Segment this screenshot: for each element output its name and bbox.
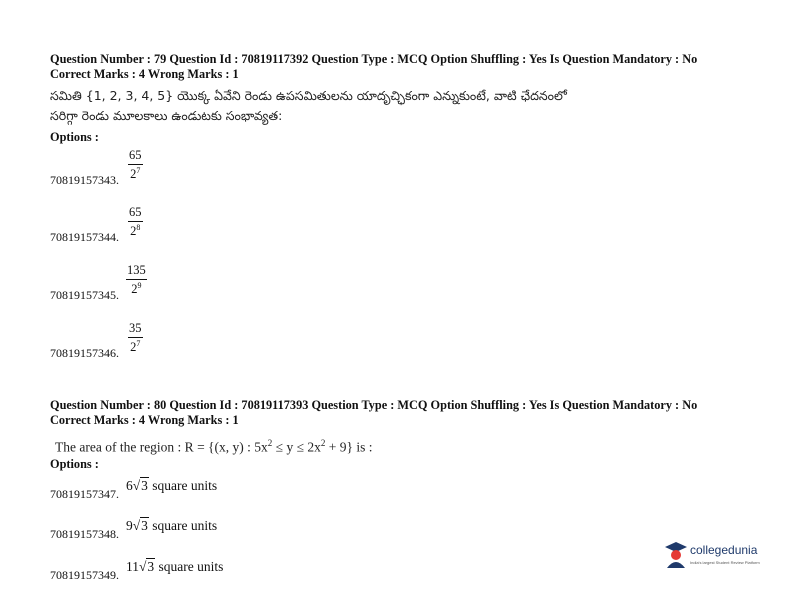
option-id: 70819157346. <box>50 346 119 360</box>
fraction-numerator: 65 <box>128 148 143 165</box>
question-79-header <box>50 52 750 82</box>
option-answer: 6√3 square units <box>126 478 218 493</box>
option-id: 70819157349. <box>50 568 119 582</box>
option-fraction <box>126 263 147 297</box>
option-fraction <box>128 148 143 182</box>
option-id: 70819157347. <box>50 487 119 501</box>
question-79-options-label: Options : <box>50 130 99 144</box>
question-80-text: The area of the region : R = {(x, y) : $5x^2 \le y \le 2x^2 + 9$} is : <box>55 438 373 455</box>
question-79-text-line1: సమితి {1, 2, 3, 4, 5} యొక్క ఏవేని రెండు ఉపసమితులను యాదృచ్ఛికంగా ఎన్నుకుంటే, వాటి ఛేదనంలో <box>50 88 567 103</box>
fraction-numerator: 135 <box>126 263 147 280</box>
question-80-header <box>50 398 750 428</box>
question-79-text-line2: సరిగ్గా రెండు మూలకాలు ఉండుటకు సంభావ్యత: <box>50 108 283 123</box>
graduate-icon <box>664 540 688 568</box>
option-fraction <box>128 205 143 239</box>
option-id: 70819157345. <box>50 288 119 302</box>
option-id: 70819157343. <box>50 173 119 187</box>
question-80-marks: Correct Marks : 4 Wrong Marks : 1 <box>50 413 239 427</box>
fraction-denominator: $2^7$ <box>130 166 141 181</box>
option-id: 70819157348. <box>50 527 119 541</box>
fraction-denominator: $2^8$ <box>130 223 141 238</box>
fraction-denominator: $2^9$ <box>131 281 142 296</box>
logo-brand: collegedunia <box>690 543 758 557</box>
question-79-meta: Question Number : 79 Question Id : 70819117392 Question Type : MCQ Option Shuffling : Yes Is Question Mandatory : No <box>50 52 698 66</box>
fraction-numerator: 65 <box>128 205 143 222</box>
collegedunia-logo <box>664 540 776 574</box>
option-answer: 11√3 square units <box>126 559 224 574</box>
fraction-denominator: $2^7$ <box>130 339 141 354</box>
question-80-meta: Question Number : 80 Question Id : 70819117393 Question Type : MCQ Option Shuffling : Yes Is Question Mandatory : No <box>50 398 698 412</box>
question-79-text <box>50 86 750 126</box>
option-id: 70819157344. <box>50 230 119 244</box>
question-79-marks: Correct Marks : 4 Wrong Marks : 1 <box>50 67 239 81</box>
option-fraction <box>128 321 143 355</box>
question-80-options-label: Options : <box>50 457 99 471</box>
fraction-numerator: 35 <box>128 321 143 338</box>
logo-tagline: India's largest Student Review Platform <box>690 560 760 565</box>
option-answer: 9√3 square units <box>126 518 218 533</box>
